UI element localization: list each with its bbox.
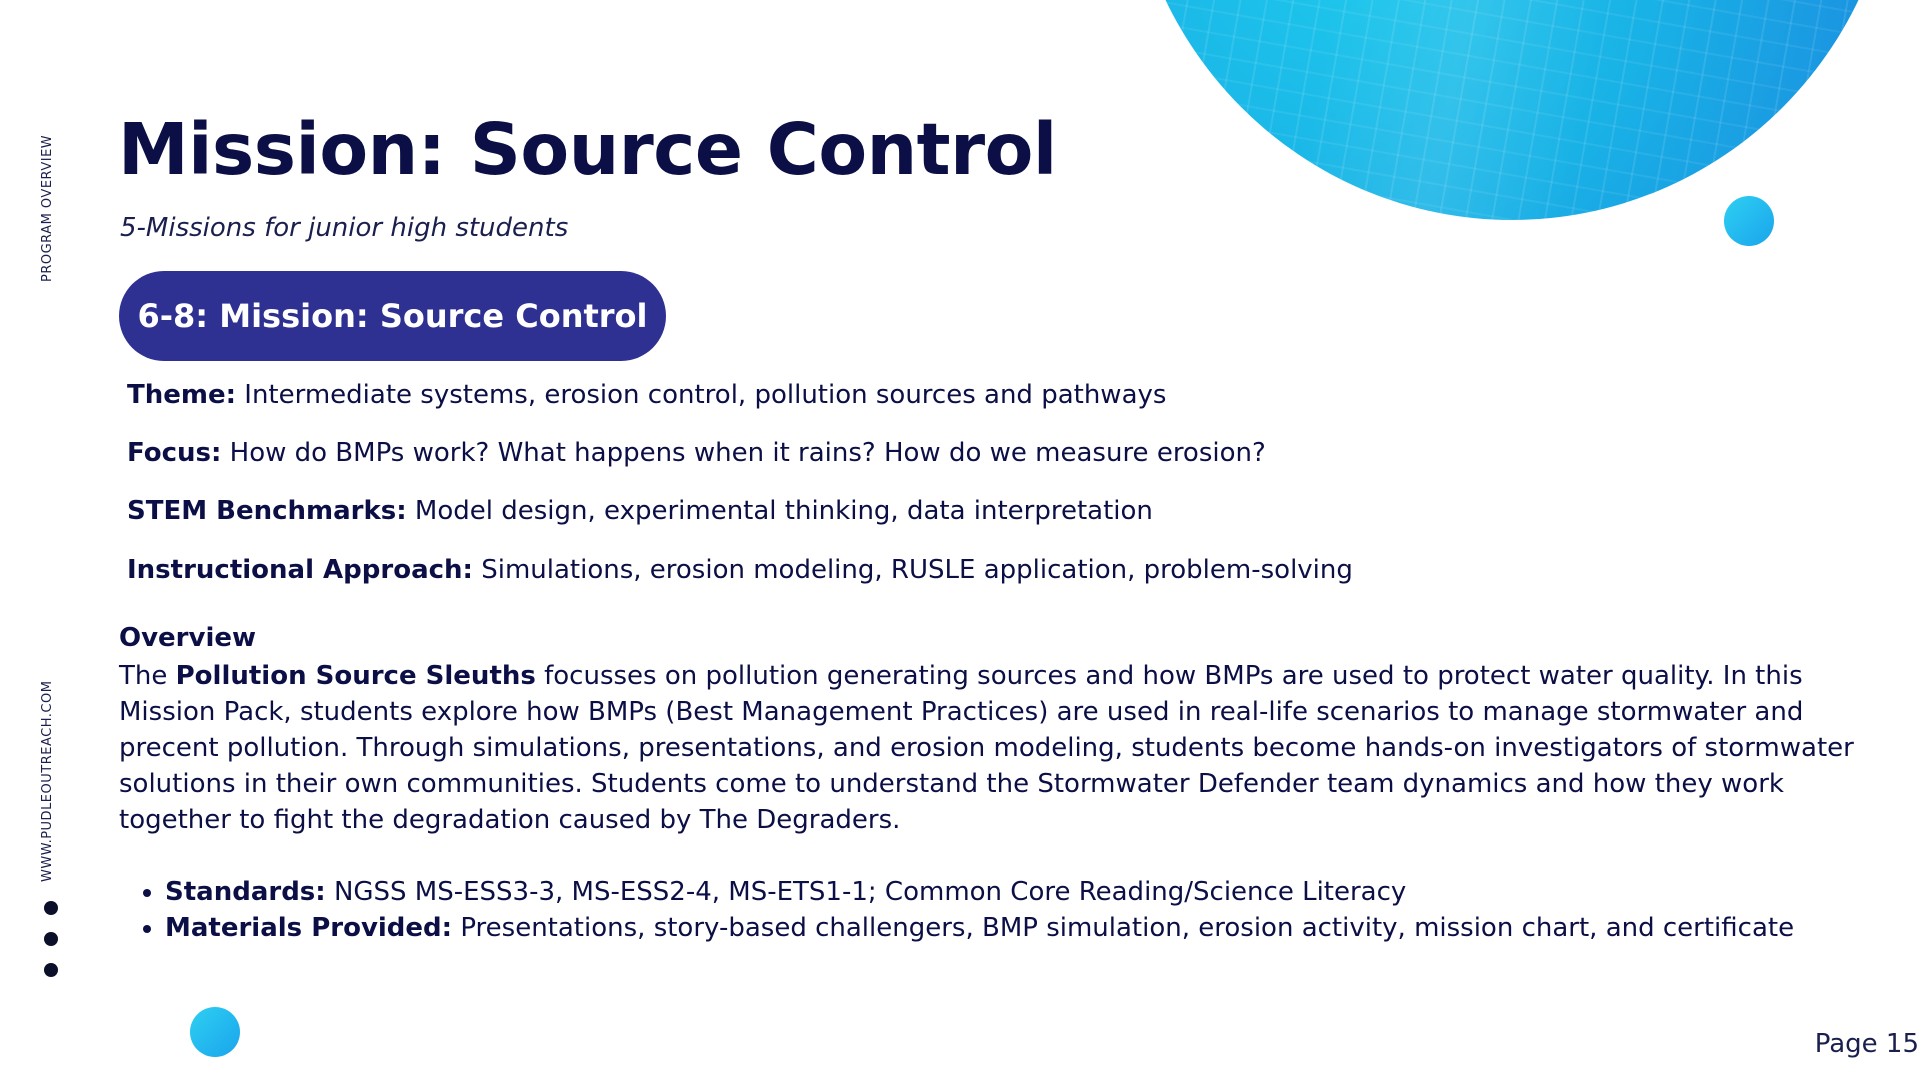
overview-lead: The [119,661,176,691]
bullet-value: Presentations, story-based challengers, BMP simulation, erosion activity, mission chart, and certificate [460,913,1795,943]
page-title: Mission: Source Control [118,108,1057,191]
overview-heading: Overview [119,623,257,653]
bullet-value: NGSS MS-ESS3-3, MS-ESS2-4, MS-ETS1-1; Common Core Reading/Science Literacy [333,877,1407,907]
side-dot-icon [44,963,58,977]
detail-value: Intermediate systems, erosion control, pollution sources and pathways [244,380,1167,410]
side-label-website: WWW.PUDLEOUTREACH.COM [40,680,55,882]
side-dot-icon [44,901,58,915]
overview-paragraph [119,658,1859,838]
page-number: Page 15 [1814,1029,1919,1059]
detail-value: How do BMPs work? What happens when it rains? How do we measure erosion? [229,438,1266,468]
detail-value: Model design, experimental thinking, data interpretation [414,496,1153,526]
overview-text: focusses on pollution generating sources and how BMPs are used to protect water quality. In this Mission Pack, students explore how BMPs (Best Management Practices) are used in real-life scenarios to manage stormwater and precent pollution. Through simulations, presentations, and erosion modeling, students become hands-on investigators of stormwater solutions in their own communities. Students come to understand the Stormwater Defender team dynamics and how they work together to fight the degradation caused by The Degraders. [119,661,1854,835]
detail-label: Instructional Approach: [127,555,473,585]
detail-label: Theme: [127,380,237,410]
header-decorative-image [1127,0,1897,220]
detail-label: Focus: [127,438,222,468]
grade-mission-badge: 6-8: Mission: Source Control [119,271,666,361]
decorative-dot-icon [1724,196,1774,246]
bullet-label: Standards: [165,877,326,907]
page-subtitle: 5-Missions for junior high students [120,213,569,243]
detail-theme [127,380,1166,410]
detail-instructional-approach [127,555,1353,585]
detail-stem-benchmarks [127,496,1153,526]
bullet-label: Materials Provided: [165,913,453,943]
info-bullet-list [140,874,1794,946]
side-label-program-overview: PROGRAM OVERVIEW [40,134,55,282]
detail-focus [127,438,1266,468]
detail-label: STEM Benchmarks: [127,496,407,526]
bullet-materials [165,910,1794,946]
detail-value: Simulations, erosion modeling, RUSLE application, problem-solving [481,555,1353,585]
side-dot-icon [44,932,58,946]
decorative-dot-icon [190,1007,240,1057]
program-name: Pollution Source Sleuths [175,661,536,691]
bullet-standards [165,874,1794,910]
